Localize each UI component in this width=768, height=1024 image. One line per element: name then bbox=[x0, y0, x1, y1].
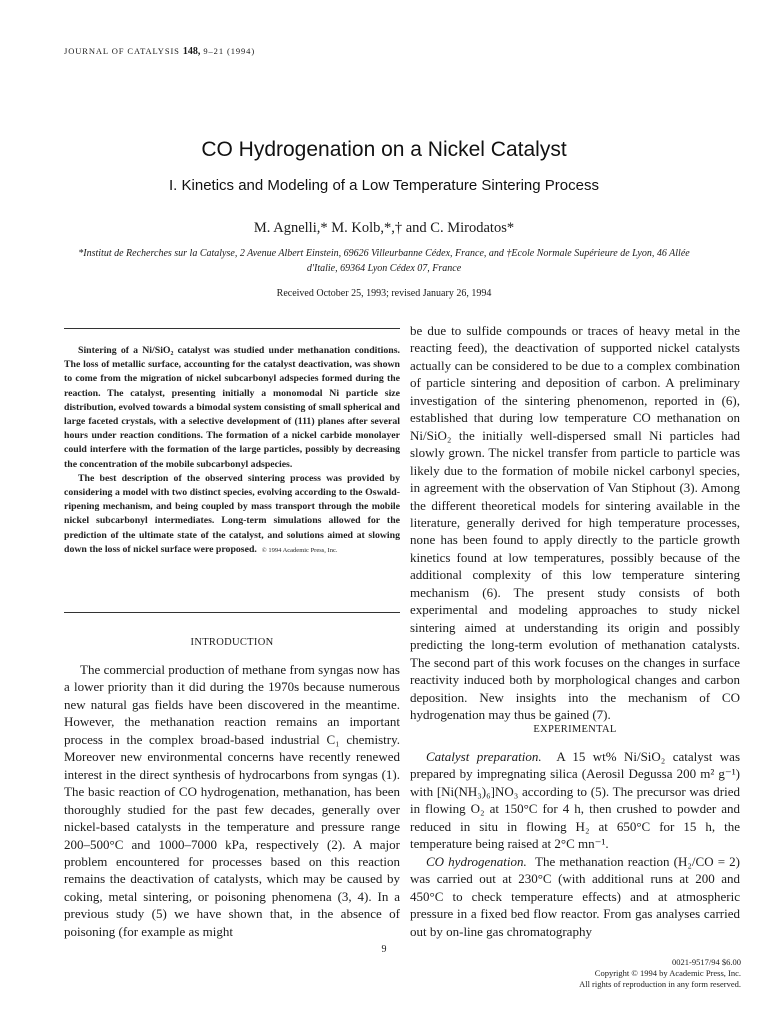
footer-copyright: Copyright © 1994 by Academic Press, Inc. bbox=[594, 968, 741, 978]
affiliation: *Institut de Recherches sur la Catalyse, 2 Avenue Albert Einstein, 69626 Villeurbanne Cédex, France, and †Ecole Normale Supérieure de Lyon, 46 Allée d'Italie, 69364 Lyon Cédex 07, France bbox=[78, 248, 690, 274]
pages-year: 9–21 (1994) bbox=[203, 46, 256, 56]
abstract bbox=[64, 344, 400, 558]
catalyst-preparation-runin: Catalyst preparation. bbox=[426, 749, 542, 764]
paper-subtitle: I. Kinetics and Modeling of a Low Temperature Sintering Process bbox=[169, 177, 599, 194]
co-hydrogenation-text: The methanation reaction (H₂/CO = 2) was carried out at 230°C (with additional runs at 200 and 450°C to check temperature effects) and at atmospheric pressure in a fixed bed flow reactor. From gas analyses carried out by on-line gas chromatography bbox=[410, 853, 740, 939]
abstract-paragraph-2 bbox=[64, 472, 400, 558]
introduction-text-left bbox=[64, 661, 400, 940]
abstract-top-rule bbox=[64, 328, 400, 329]
co-hydrogenation-runin: CO hydrogenation. bbox=[426, 853, 527, 869]
catalyst-preparation-text: A 15 wt% Ni/SiO₂ catalyst was prepared by impregnating silica (Aerosil Degussa 200 m² g⁻¹) with [Ni(NH₃)₆]NO₃ according to (5). The precursor was dried in flowing O₂ at 150°C for 4 h, then crushed to powder and reduced in situ in flowing H₂ at 650°C for 15 h, the temperature being raised at 2°C mn⁻¹. bbox=[410, 749, 741, 852]
volume: 148, bbox=[182, 46, 201, 57]
journal-name: JOURNAL OF CATALYSIS bbox=[64, 46, 180, 56]
experimental-paragraph-2 bbox=[410, 853, 740, 940]
footer-rights: All rights of reproduction in any form reserved. bbox=[579, 979, 741, 989]
introduction-paragraph-1: The commercial production of methane from syngas now has a lower priority than it did during the 1970s because numerous new natural gas fields have been discovered in the meantime. However, the methanation reaction remains an important process in the complex broad-based industrial C₁ chemistry. Moreover new environmental concerns have recently renewed interest in the direct synthesis of hydrocarbons from syngas (1). The basic reaction of CO hydrogenation, methanation, has been thoroughly studied for the past few decades, generally over nickel-based catalysts in the temperature and pressure range 200–500°C and 1000–7000 kPa, respectively (2). A major problem encountered for processes based on this reaction remains the deactivation of catalysts, which may be caused by coking, metal sintering, or poisoning phenomena (3, 4). In a previous study (5) we have shown that, in the absence of poisoning (for example as might bbox=[64, 662, 400, 939]
abstract-paragraph-1: Sintering of a Ni/SiO₂ catalyst was studied under methanation conditions. The loss of metallic surface, accounting for the catalyst deactivation, was shown to come from the migration of nickel subcarbonyl adspecies formed during the reaction. The catalyst, presenting initially a monomodal Ni particle size distribution, evolved towards a bimodal system consisting of small spherical and large faceted crystals, with a selective development of (111) planes after several hours under reaction conditions. The formation of a nickel carbide monolayer could interfere with the formation of the large particles, possibly by decreasing the concentration of the mobile subcarbonyl adspecies. bbox=[64, 345, 400, 470]
introduction-text-right bbox=[410, 322, 740, 723]
footer-code: 0021-9517/94 $6.00 bbox=[672, 957, 741, 967]
received-date: Received October 25, 1993; revised January 26, 1994 bbox=[276, 288, 492, 299]
introduction-heading: INTRODUCTION bbox=[190, 637, 274, 648]
abstract-copyright: © 1994 Academic Press, Inc. bbox=[261, 546, 338, 554]
paper-title: CO Hydrogenation on a Nickel Catalyst bbox=[201, 138, 567, 161]
experimental-paragraph-1 bbox=[410, 748, 740, 853]
abstract-bottom-rule bbox=[64, 612, 400, 613]
copyright-footer bbox=[579, 957, 741, 990]
running-header bbox=[64, 46, 255, 57]
page-number: 9 bbox=[381, 944, 387, 955]
experimental-text bbox=[410, 748, 740, 940]
abstract-paragraph-2-text: The best description of the observed sintering process was provided by considering a model with two distinct species, evolving according to the Oswald-ripening mechanism, and being coupled by mass transport through the mobile nickel subcarbonyl intermediates. Long-term simulations allowed for the prediction of the ultimate state of the catalyst, and solutions aimed at slowing down the loss of nickel surface were proposed. bbox=[64, 472, 400, 555]
introduction-paragraph-1-continued: be due to sulfide compounds or traces of heavy metal in the reacting feed), the deactivation of supported nickel catalysts actually can be considered to be due to a complex combination of particle sintering and deposition of carbon. A preliminary investigation of the sintering phenomenon, reported in (6), established that during low temperature CO methanation on Ni/SiO₂ the initially well-dispersed small Ni particles had slowly grown. The nickel transfer from particle to particle was likely due to the formation of mobile nickel carbonyl species, in agreement with the observation of Van Stiphout (3). Among the different theoretical models for sintering available in the literature, generally derived for high temperature processes, none has been found to apply directly to the particle growth kinetics found at low temperatures, possibly because of the additional complexity of this low temperature sintering mechanism (6). The present study consists of both experimental and modeling approaches to study nickel sintering aimed at understanding its origin and possibly predicting the long-term evolution of methanation catalysts. The second part of this work focuses on the changes in surface reactivity induced both by morphological changes and carbon deposition. New insights into the mechanism of CO hydrogenation may thus be gained (7). bbox=[410, 323, 740, 722]
author-list: M. Agnelli,* M. Kolb,*,† and C. Mirodatos* bbox=[253, 220, 515, 236]
experimental-heading: EXPERIMENTAL bbox=[533, 724, 617, 735]
